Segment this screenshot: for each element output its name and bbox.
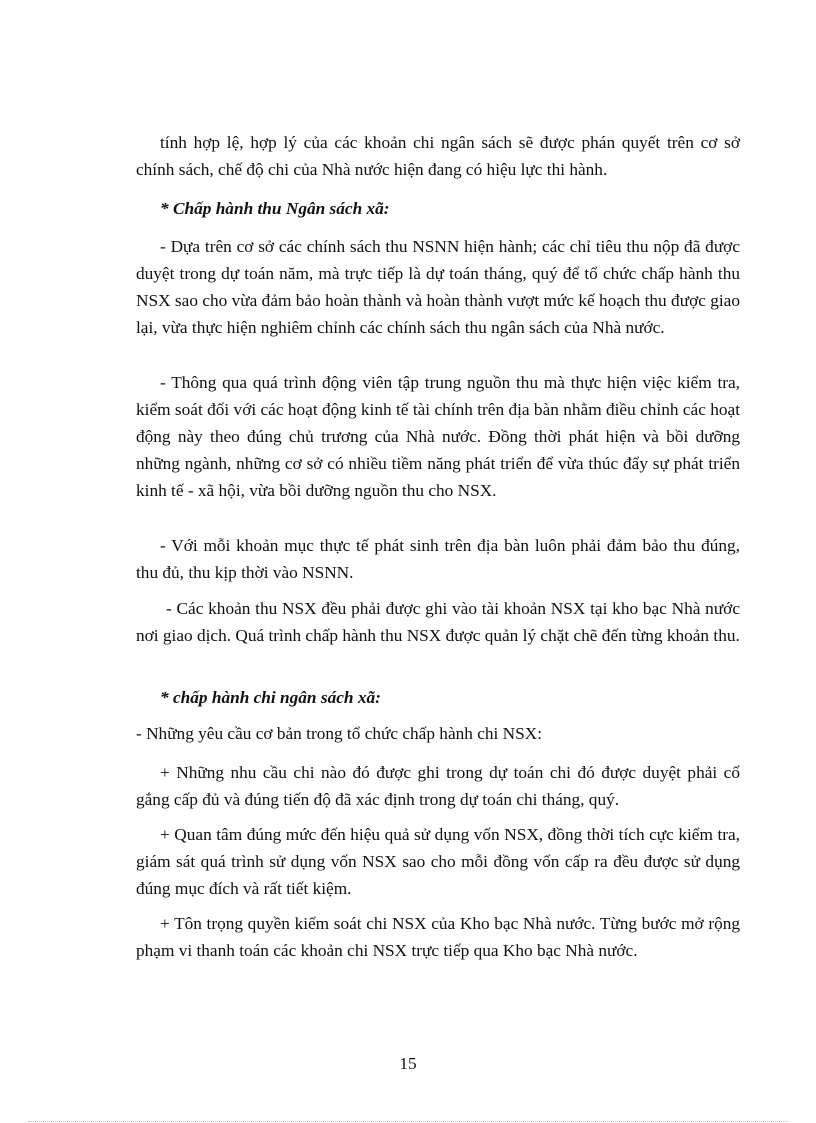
page-bottom-divider — [28, 1121, 788, 1122]
paragraph-expenditure-needs: + Những nhu cầu chi nào đó được ghi trong dự toán chi đó được duyệt phải cố gắng cấp đủ và đúng tiến độ đã xác định trong dự toán chi tháng, quý. — [136, 763, 740, 809]
paragraph-revenue-basis: - Dựa trên cơ sở các chính sách thu NSNN hiện hành; các chỉ tiêu thu nộp đã được duyệt trong dự toán năm, mà trực tiếp là dự toán tháng, quý để tổ chức chấp hành thu NSX sao cho vừa đảm bảo hoàn thành và hoàn thành vượt mức kế hoạch thu được giao lại, vừa thực hiện nghiêm chỉnh các chính sách thu ngân sách của Nhà nước. — [136, 237, 740, 337]
page-number: 15 — [399, 1054, 417, 1073]
paragraph-expenditure-requirements: - Những yêu cầu cơ bản trong tổ chức chấp hành chi NSX: — [136, 724, 543, 743]
paragraph-revenue-mobilization: - Thông qua quá trình động viên tập trung nguồn thu mà thực hiện việc kiểm tra, kiểm soát đối với các hoạt động kinh tế tài chính trên địa bàn nhằm điều chỉnh các hoạt động này theo đúng chủ trương của Nhà nước. Đồng thời phát hiện và bồi dưỡng những ngành, những cơ sở có nhiều tiềm năng phát triển để vừa thúc đẩy sự phát triển kinh tế - xã hội, vừa bồi dưỡng nguồn thu cho NSX. — [136, 373, 740, 500]
paragraph-expenditure-efficiency: + Quan tâm đúng mức đến hiệu quả sử dụng vốn NSX, đồng thời tích cực kiểm tra, giám sát quá trình sử dụng vốn NSX sao cho mỗi đồng vốn cấp ra đều được sử dụng đúng mục đích và rất tiết kiệm. — [136, 825, 740, 898]
paragraph-expenditure-control: + Tôn trọng quyền kiểm soát chi NSX của Kho bạc Nhà nước. Từng bước mở rộng phạm vi thanh toán các khoản chi NSX trực tiếp qua Kho bạc Nhà nước. — [136, 914, 740, 960]
paragraph-continuation: tính hợp lệ, hợp lý của các khoản chi ngân sách sẽ được phán quyết trên cơ sở chính sách, chế độ chi của Nhà nước hiện đang có hiệu lực thi hành. — [136, 133, 740, 179]
heading-expenditure-execution: * chấp hành chi ngân sách xã: — [160, 688, 381, 707]
paragraph-revenue-account: - Các khoản thu NSX đều phải được ghi vào tài khoản NSX tại kho bạc Nhà nước nơi giao dịch. Quá trình chấp hành thu NSX được quản lý chặt chẽ đến từng khoản thu. — [136, 599, 740, 645]
paragraph-revenue-collection: - Với mỗi khoản mục thực tế phát sinh trên địa bàn luôn phải đảm bảo thu đúng, thu đủ, thu kịp thời vào NSNN. — [136, 536, 740, 582]
heading-revenue-execution: * Chấp hành thu Ngân sách xã: — [160, 199, 390, 218]
